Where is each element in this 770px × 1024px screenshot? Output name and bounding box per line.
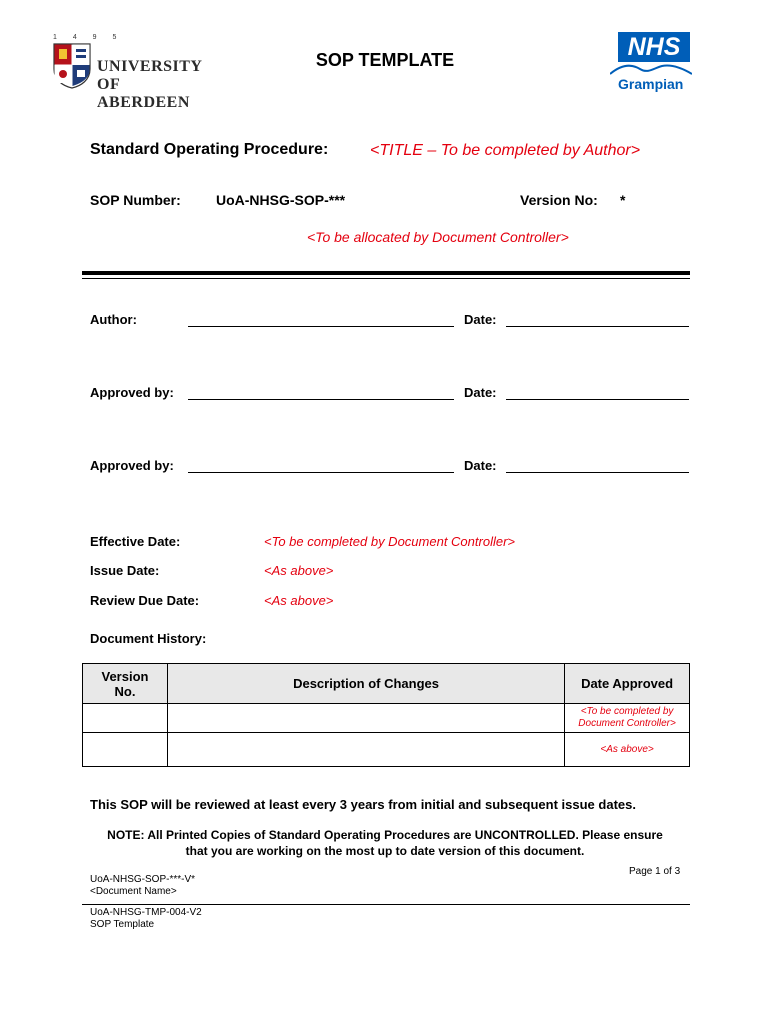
approved-2-date-label: Date:: [464, 458, 497, 473]
document-history-table: [82, 663, 690, 767]
col-header-description: Description of Changes: [167, 664, 564, 704]
review-statement: This SOP will be reviewed at least every 3 years from initial and subsequent issue dates.: [90, 797, 636, 812]
history-date-cell[interactable]: <As above>: [565, 733, 690, 767]
approved-2-date-field[interactable]: [506, 472, 689, 473]
history-row: [83, 733, 690, 767]
nhs-grampian-logo: [610, 32, 692, 94]
approved-by-1-label: Approved by:: [90, 385, 174, 400]
history-header-row: [83, 664, 690, 704]
footer-template-id: UoA-NHSG-TMP-004-V2: [90, 907, 202, 918]
allocation-note: <To be allocated by Document Controller>: [307, 229, 569, 245]
version-value: *: [620, 192, 626, 208]
history-version-cell[interactable]: [83, 733, 168, 767]
document-history-label: Document History:: [90, 631, 207, 646]
header-rule-thin: [82, 278, 690, 279]
document-title: SOP TEMPLATE: [315, 50, 455, 70]
approved-by-1-signature-field[interactable]: [188, 399, 454, 400]
uoa-logo-years: 1 4 9 5: [53, 34, 124, 41]
review-due-date-value: <As above>: [264, 593, 334, 608]
nhs-logo-mark: NHS: [627, 33, 681, 61]
version-label: Version No:: [520, 192, 598, 208]
sop-heading-value: <TITLE – To be completed by Author>: [370, 142, 641, 159]
issue-date-label: Issue Date:: [90, 563, 160, 578]
author-signature-field[interactable]: [188, 326, 454, 327]
sop-heading-label: Standard Operating Procedure:: [90, 141, 329, 158]
header-rule-thick: [82, 271, 690, 275]
footer-rule: [82, 904, 690, 905]
page-number: Page 1 of 3: [629, 866, 681, 877]
col-header-version: Version No.: [83, 664, 168, 704]
history-row: [83, 704, 690, 733]
approved-by-2-label: Approved by:: [90, 458, 174, 473]
col-header-date-approved: Date Approved: [565, 664, 690, 704]
author-date-field[interactable]: [506, 326, 689, 327]
author-date-label: Date:: [464, 312, 497, 327]
footer-doc-name: <Document Name>: [90, 886, 177, 897]
history-date-cell[interactable]: <To be completed by Document Controller>: [565, 704, 690, 733]
history-description-cell[interactable]: [167, 733, 564, 767]
effective-date-label: Effective Date:: [90, 534, 181, 549]
footer-template-name: SOP Template: [90, 919, 155, 930]
footer-doc-id: UoA-NHSG-SOP-***-V*: [90, 874, 196, 885]
sop-number-label: SOP Number:: [90, 192, 181, 208]
issue-date-value: <As above>: [264, 563, 334, 578]
history-version-cell[interactable]: [83, 704, 168, 733]
approved-1-date-label: Date:: [464, 385, 497, 400]
sop-number-value: UoA-NHSG-SOP-***: [216, 192, 346, 208]
nhs-logo-region: Grampian: [618, 76, 684, 92]
effective-date-value: <To be completed by Document Controller>: [264, 534, 515, 549]
history-description-cell[interactable]: [167, 704, 564, 733]
author-label: Author:: [90, 312, 137, 327]
approved-1-date-field[interactable]: [506, 399, 689, 400]
uncontrolled-note-line1: NOTE: All Printed Copies of Standard Operating Procedures are UNCONTROLLED. Please ensure: [107, 828, 663, 842]
review-due-date-label: Review Due Date:: [90, 593, 200, 608]
approved-by-2-signature-field[interactable]: [188, 472, 454, 473]
nhs-logo-box: [618, 32, 690, 62]
uncontrolled-note-line2: that you are working on the most up to date version of this document.: [185, 844, 585, 858]
uoa-logo-line2: OF ABERDEEN: [97, 76, 190, 111]
uoa-logo-line1: UNIVERSITY: [97, 58, 203, 75]
